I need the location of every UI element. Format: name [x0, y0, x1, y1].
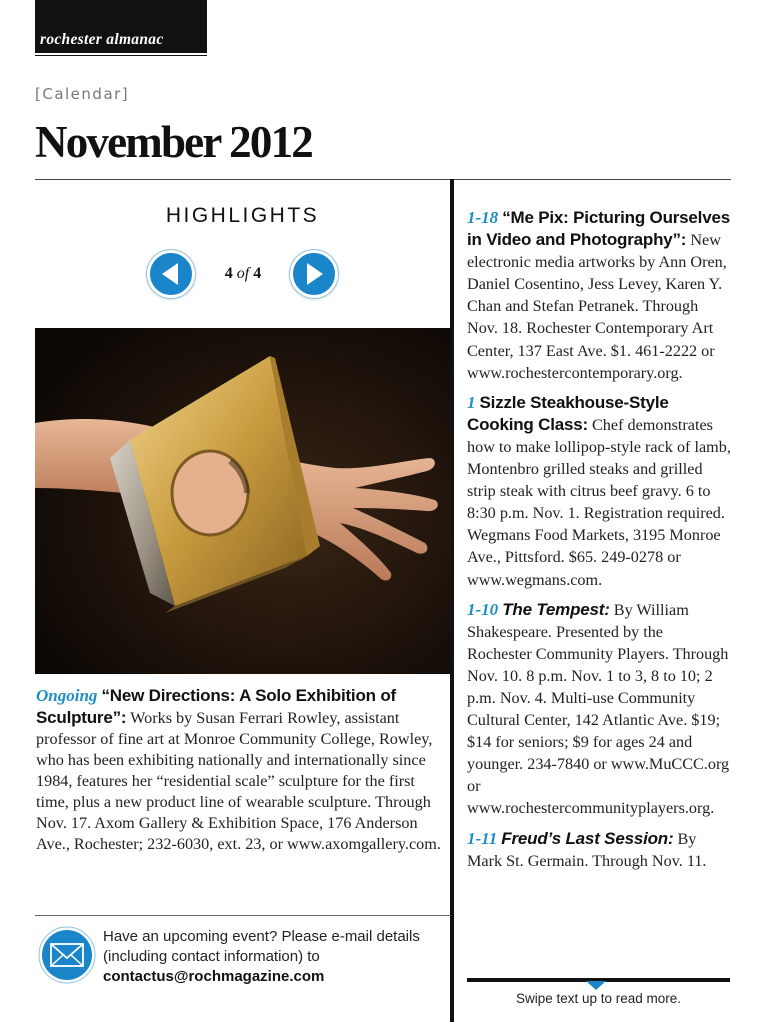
event-date: 1	[467, 392, 476, 412]
event-title: Sizzle Steakhouse-Style Cooking Class:	[467, 392, 669, 434]
contact-divider	[35, 915, 451, 916]
event-body: New electronic media artworks by Ann Oren, Daniel Cosentino, Jess Levey, Karen Y. Chan and Stefan Petranek. Through Nov. 18. Rochester Contemporary Art Center, 137 East Ave. $1. 461-2222 or www.rochestercontemporary.org.	[467, 231, 727, 382]
highlight-title: “New Directions: A Solo Exhibition of Sculpture”:	[36, 686, 396, 727]
event-body: By Mark St. Germain. Through Nov. 11.	[467, 829, 707, 870]
event-list[interactable]	[467, 207, 731, 979]
highlight-photo	[35, 328, 451, 674]
contact-email-link[interactable]: contactus@rochmagazine.com	[103, 968, 325, 985]
event-item	[467, 207, 731, 384]
masthead	[35, 0, 207, 58]
next-highlight-button[interactable]	[290, 250, 338, 298]
event-title: “Me Pix: Picturing Ourselves in Video and Photography”:	[467, 208, 730, 250]
swipe-down-arrow-icon	[586, 981, 606, 990]
event-body: Chef demonstrates how to make lollipop-style rack of lamb, Montenbro grilled steaks and grilled strip steak with citrus beef gravy. 6 to 8:30 p.m. Nov. 1. Registration required. Wegmans Food Markets, 3195 Monroe Ave., Pittsford. $65. 249-0278 or www.wegmans.com.	[467, 415, 731, 589]
pager-of: of	[236, 265, 250, 282]
event-item	[467, 828, 731, 872]
pager-current: 4	[224, 265, 233, 282]
section-label: [Calendar]	[35, 85, 130, 103]
event-item	[467, 599, 731, 820]
highlights-heading: HIGHLIGHTS	[165, 204, 320, 227]
contact-note	[103, 927, 443, 987]
highlight-pager	[210, 265, 276, 283]
event-date: 1-18	[467, 208, 499, 227]
top-divider	[35, 179, 731, 180]
sculpture-bracelet-image	[35, 328, 451, 674]
highlight-date: Ongoing	[36, 686, 98, 705]
masthead-title: rochester almanac	[40, 31, 164, 48]
event-title: The Tempest:	[502, 599, 610, 619]
page-title: November 2012	[35, 117, 312, 167]
arrow-right-icon	[293, 253, 335, 295]
pager-total: 4	[253, 265, 262, 282]
masthead-rule	[35, 55, 207, 56]
event-body: By William Shakespeare. Presented by the Rochester Community Players. Through Nov. 10. 8 p.m. Nov. 1 to 3, 8 to 10; 2 p.m. Nov. 4. Multi-use Community Cultural Center, 142 Atlantic Ave. $19; $14 for seniors; $9 for ages 24 and younger. 234-7840 or www.MuCCC.org or www.rochestercommunityplayers.org.	[467, 600, 730, 818]
event-date: 1-10	[467, 599, 499, 619]
event-item	[467, 392, 731, 591]
envelope-icon[interactable]	[38, 926, 96, 984]
event-date: 1-11	[467, 828, 498, 848]
swipe-hint: Swipe text up to read more.	[515, 991, 682, 1006]
highlight-body: Works by Susan Ferrari Rowley, assistant professor of fine art at Monroe Community College, Rowley, who has been exhibiting nationally and internationally since 1984, features her “residential scale” sculpture for the first time, plus a new product line of wearable sculpture. Through Nov. 17. Axom Gallery & Exhibition Space, 176 Anderson Ave., Rochester; 232-6030, ext. 23, or www.axomgallery.com.	[36, 709, 441, 853]
arrow-left-icon	[150, 253, 192, 295]
highlight-caption	[36, 685, 444, 855]
contact-message: Have an upcoming event? Please e-mail details (including contact information) to	[103, 928, 420, 965]
event-title: Freud’s Last Session:	[501, 828, 674, 848]
previous-highlight-button[interactable]	[147, 250, 195, 298]
